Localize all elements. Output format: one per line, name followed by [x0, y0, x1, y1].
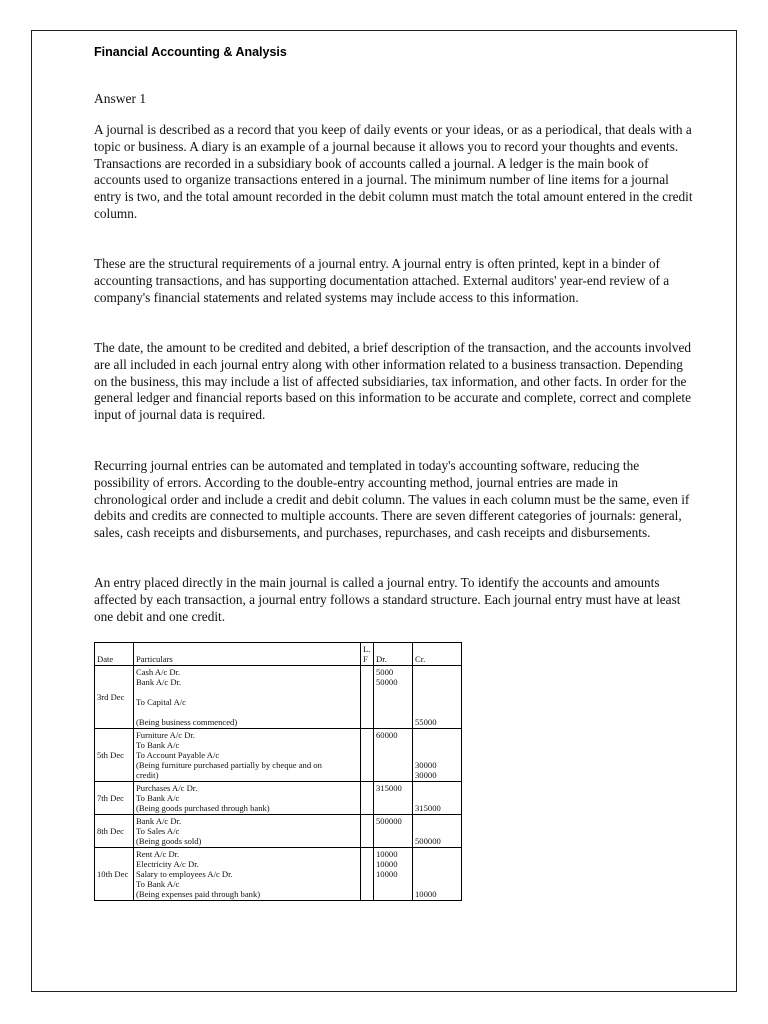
- journal-dr-cell-line: [376, 879, 410, 889]
- journal-particulars-cell-line: To Sales A/c: [136, 826, 180, 836]
- journal-date-cell: 5th Dec: [95, 729, 134, 782]
- journal-cr-cell-line: 315000: [415, 803, 441, 813]
- journal-dr-cell-line: 5000: [376, 667, 394, 677]
- journal-cr-cell-line: [415, 697, 459, 707]
- journal-particulars-cell: [134, 666, 361, 729]
- journal-particulars-cell-line: credit): [136, 770, 159, 780]
- journal-cr-cell-line: [415, 859, 459, 869]
- journal-dr-cell-line: [376, 760, 410, 770]
- journal-particulars-cell-line: To Account Payable A/c: [136, 750, 220, 760]
- journal-cr-cell-line: [415, 879, 459, 889]
- header-cr: Cr.: [413, 643, 462, 666]
- journal-header-row: [95, 643, 462, 666]
- journal-cr-cell-line: 10000: [415, 889, 437, 899]
- journal-dr-cell-line: 10000: [376, 869, 398, 879]
- paragraph-5: An entry placed directly in the main journal is called a journal entry. To identify the accounts and amounts affected by each transaction, a journal entry follows a standard structure. Each journal entry must have at least one debit and one credit.: [94, 575, 681, 624]
- journal-particulars-cell-line: To Capital A/c: [136, 697, 186, 707]
- journal-dr-cell-line: [376, 687, 410, 697]
- journal-lf-cell: [361, 782, 374, 815]
- journal-date-cell: 7th Dec: [95, 782, 134, 815]
- paragraph-3: The date, the amount to be credited and debited, a brief description of the transaction, and the accounts involved are all included in each journal entry along with other information related to a business transaction. Depending on the business, this may include a list of affected subsidiaries, tax information, and other facts. In order for the general ledger and financial reports based on this information to be accurate and complete, correct and complete input of journal data is required.: [94, 340, 692, 423]
- journal-particulars-cell-line: (Being goods purchased through bank): [136, 803, 270, 813]
- header-lf-f: F: [363, 654, 368, 664]
- journal-row: [95, 666, 462, 729]
- journal-particulars-cell: [134, 782, 361, 815]
- journal-particulars-cell-line: Salary to employees A/c Dr.: [136, 869, 233, 879]
- journal-date-cell: 3rd Dec: [95, 666, 134, 729]
- journal-dr-cell-line: [376, 707, 410, 717]
- journal-dr-cell-line: [376, 750, 410, 760]
- journal-body: [95, 666, 462, 901]
- answer-heading: Answer 1: [94, 91, 147, 106]
- journal-cr-cell-line: [415, 667, 459, 677]
- journal-date-cell: 10th Dec: [95, 848, 134, 901]
- paragraph-2: These are the structural requirements of a journal entry. A journal entry is often printed, kept in a binder of accounting transactions, and has supporting documentation attached. External auditors' year-end review of a company's financial statements and related systems may include access to this information.: [94, 256, 670, 305]
- journal-particulars-cell-line: Rent A/c Dr.: [136, 849, 180, 859]
- journal-lf-cell: [361, 729, 374, 782]
- header-particulars: Particulars: [134, 643, 361, 666]
- journal-cr-cell-line: 30000: [415, 760, 437, 770]
- journal-dr-cell-line: [376, 889, 410, 899]
- paragraph-1: A journal is described as a record that you keep of daily events or your ideas, or as a periodical, that deals with a topic or business. A diary is an example of a journal because it allows you to record your thoughts and events. Transactions are recorded in a subsidiary book of accounts called a journal. A ledger is the main book of accounts used to organize transactions entered in a journal. The minimum number of line items for a journal entry is two, and the total amount recorded in the debit column must match the total amount entered in the credit column.: [94, 122, 693, 221]
- journal-particulars-cell-line: [136, 687, 358, 697]
- journal-dr-cell: [374, 782, 413, 815]
- journal-cr-cell-line: 55000: [415, 717, 437, 727]
- journal-lf-cell: [361, 848, 374, 901]
- journal-row: [95, 729, 462, 782]
- journal-particulars-cell-line: (Being expenses paid through bank): [136, 889, 261, 899]
- document-title: Financial Accounting & Analysis: [94, 45, 287, 59]
- journal-cr-cell: [413, 815, 462, 848]
- journal-cr-cell-line: [415, 730, 459, 740]
- journal-dr-cell-line: 315000: [376, 783, 402, 793]
- document-page: [31, 30, 737, 992]
- journal-particulars-cell-line: Furniture A/c Dr.: [136, 730, 195, 740]
- journal-cr-cell: [413, 782, 462, 815]
- journal-cr-cell-line: [415, 783, 459, 793]
- journal-particulars-cell-line: Purchases A/c Dr.: [136, 783, 198, 793]
- journal-particulars-cell-line: (Being furniture purchased partially by cheque and on: [136, 760, 322, 770]
- journal-dr-cell-line: [376, 770, 410, 780]
- journal-dr-cell: [374, 815, 413, 848]
- journal-cr-cell-line: [415, 793, 459, 803]
- journal-row: [95, 848, 462, 901]
- header-lf: [361, 643, 374, 666]
- journal-particulars-cell-line: To Bank A/c: [136, 793, 180, 803]
- journal-particulars-cell-line: [136, 707, 358, 717]
- journal-particulars-cell-line: Cash A/c Dr.: [136, 667, 181, 677]
- header-lf-l: L.: [363, 644, 371, 654]
- journal-cr-cell-line: [415, 750, 459, 760]
- journal-particulars-cell-line: Bank A/c Dr.: [136, 677, 182, 687]
- journal-dr-cell-line: [376, 697, 410, 707]
- journal-row: [95, 782, 462, 815]
- journal-cr-cell-line: [415, 707, 459, 717]
- journal-particulars-cell-line: (Being goods sold): [136, 836, 202, 846]
- journal-lf-cell: [361, 815, 374, 848]
- header-date: Date: [95, 643, 134, 666]
- journal-cr-cell-line: [415, 816, 459, 826]
- journal-cr-cell-line: [415, 849, 459, 859]
- journal-dr-cell-line: [376, 836, 410, 846]
- journal-cr-cell-line: 500000: [415, 836, 441, 846]
- journal-dr-cell: [374, 666, 413, 729]
- journal-dr-cell-line: 50000: [376, 677, 398, 687]
- journal-cr-cell-line: [415, 826, 459, 836]
- journal-dr-cell: [374, 729, 413, 782]
- header-dr: Dr.: [374, 643, 413, 666]
- journal-particulars-cell-line: Electricity A/c Dr.: [136, 859, 199, 869]
- journal-dr-cell-line: 10000: [376, 859, 398, 869]
- journal-dr-cell-line: [376, 717, 410, 727]
- journal-lf-cell: [361, 666, 374, 729]
- journal-table: [94, 642, 462, 901]
- journal-cr-cell-line: [415, 677, 459, 687]
- journal-particulars-cell-line: To Bank A/c: [136, 740, 180, 750]
- journal-dr-cell-line: [376, 740, 410, 750]
- journal-cr-cell: [413, 729, 462, 782]
- journal-row: [95, 815, 462, 848]
- journal-dr-cell-line: 60000: [376, 730, 398, 740]
- journal-particulars-cell: [134, 729, 361, 782]
- journal-particulars-cell-line: (Being business commenced): [136, 717, 238, 727]
- journal-date-cell: 8th Dec: [95, 815, 134, 848]
- journal-particulars-cell: [134, 848, 361, 901]
- journal-dr-cell-line: 500000: [376, 816, 402, 826]
- journal-cr-cell: [413, 666, 462, 729]
- journal-dr-cell-line: [376, 793, 410, 803]
- journal-cr-cell-line: [415, 869, 459, 879]
- journal-dr-cell-line: [376, 803, 410, 813]
- journal-particulars-cell-line: Bank A/c Dr.: [136, 816, 182, 826]
- journal-cr-cell-line: [415, 740, 459, 750]
- journal-particulars-cell-line: To Bank A/c: [136, 879, 180, 889]
- paragraph-4: Recurring journal entries can be automated and templated in today's accounting software, reducing the possibility of errors. According to the double-entry accounting method, journal entries are made in chronological order and include a credit and debit column. The values in each column must be the same, even if debits and credits are connected to multiple accounts. There are seven different categories of journals: general, sales, cash receipts and disbursements, and purchases, repurchases, and cash receipts and disbursements.: [94, 458, 690, 541]
- journal-dr-cell-line: [376, 826, 410, 836]
- journal-cr-cell-line: [415, 687, 459, 697]
- journal-cr-cell: [413, 848, 462, 901]
- journal-cr-cell-line: 30000: [415, 770, 437, 780]
- journal-dr-cell-line: 10000: [376, 849, 398, 859]
- journal-dr-cell: [374, 848, 413, 901]
- journal-particulars-cell: [134, 815, 361, 848]
